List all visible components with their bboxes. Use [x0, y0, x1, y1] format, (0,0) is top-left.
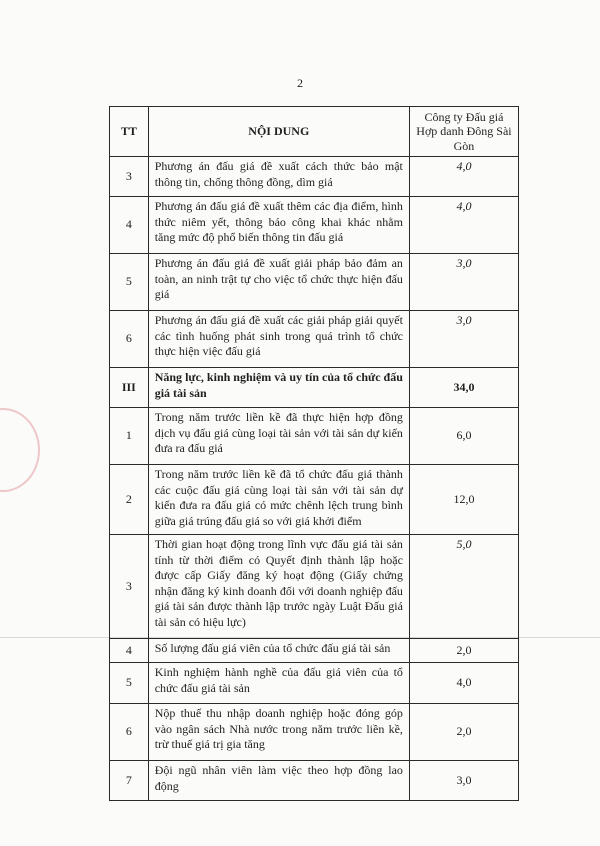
- row-score: 4,0: [409, 663, 518, 704]
- table-row: [110, 311, 519, 368]
- row-score: 12,0: [409, 465, 518, 535]
- row-score: 3,0: [409, 254, 518, 311]
- row-tt: 3: [110, 157, 149, 197]
- row-score: 3,0: [409, 761, 518, 801]
- table-header-row: [110, 107, 519, 157]
- row-content: Đội ngũ nhân viên làm việc theo hợp đồng lao động: [148, 761, 409, 801]
- row-content: Phương án đấu giá đề xuất thêm các địa điểm, hình thức niêm yết, thông báo công khai khác nhằm tăng mức độ phổ biến thông tin đấu giá: [148, 197, 409, 254]
- row-content: Nộp thuế thu nhập doanh nghiệp hoặc đóng góp vào ngân sách Nhà nước trong năm trước liền kề, trừ thuế giá trị gia tăng: [148, 704, 409, 761]
- scoring-table: [109, 106, 519, 801]
- table-row: [110, 197, 519, 254]
- row-tt: 4: [110, 197, 149, 254]
- row-content: Năng lực, kinh nghiệm và uy tín của tổ chức đấu giá tài sản: [148, 368, 409, 408]
- page-number: 2: [297, 76, 303, 90]
- row-score: 4,0: [409, 197, 518, 254]
- row-tt: 6: [110, 311, 149, 368]
- row-content: Phương án đấu giá đề xuất các giải pháp giải quyết các tình huống phát sinh trong quá trình tổ chức thực hiện việc đấu giá: [148, 311, 409, 368]
- row-tt: 4: [110, 639, 149, 663]
- row-tt: 1: [110, 408, 149, 465]
- row-content: Số lượng đấu giá viên của tổ chức đấu giá tài sản: [148, 639, 409, 663]
- row-score: 5,0: [409, 535, 518, 639]
- row-tt: 5: [110, 663, 149, 704]
- table-row: [110, 408, 519, 465]
- row-tt: III: [110, 368, 149, 408]
- table-row: [110, 465, 519, 535]
- red-stamp-seal: [0, 408, 40, 492]
- row-score: 2,0: [409, 704, 518, 761]
- row-content: Thời gian hoạt động trong lĩnh vực đấu giá tài sản tính từ thời điểm có Quyết định thành lập hoặc được cấp Giấy đăng ký hoạt động (Giấy chứng nhận đăng ký kinh doanh đối với doanh nghiệp đấu giá tài sản được thành lập trước ngày Luật Đấu giá tài sản có hiệu lực): [148, 535, 409, 639]
- row-tt: 6: [110, 704, 149, 761]
- row-tt: 2: [110, 465, 149, 535]
- table-row: [110, 704, 519, 761]
- row-tt: 5: [110, 254, 149, 311]
- row-content: Trong năm trước liền kề đã thực hiện hợp đồng dịch vụ đấu giá cùng loại tài sản với tài sản dự kiến đưa ra đấu giá: [148, 408, 409, 465]
- row-tt: 3: [110, 535, 149, 639]
- header-tt: TT: [110, 107, 149, 157]
- section-row-iii: [110, 368, 519, 408]
- row-score: 2,0: [409, 639, 518, 663]
- table-row: [110, 254, 519, 311]
- table-row: [110, 639, 519, 663]
- row-content: Phương án đấu giá đề xuất cách thức bảo mật thông tin, chống thông đồng, dìm giá: [148, 157, 409, 197]
- table-row: [110, 663, 519, 704]
- row-score: 3,0: [409, 311, 518, 368]
- table-row: [110, 761, 519, 801]
- header-score-column: Công ty Đấu giá Hợp danh Đông Sài Gòn: [409, 107, 518, 157]
- table-row: [110, 535, 519, 639]
- row-score: 6,0: [409, 408, 518, 465]
- row-tt: 7: [110, 761, 149, 801]
- table-row: [110, 157, 519, 197]
- row-content: Phương án đấu giá đề xuất giải pháp bảo đảm an toàn, an ninh trật tự cho việc tổ chức thực hiện đấu giá: [148, 254, 409, 311]
- header-content: NỘI DUNG: [148, 107, 409, 157]
- row-score: 4,0: [409, 157, 518, 197]
- row-score: 34,0: [409, 368, 518, 408]
- row-content: Kinh nghiệm hành nghề của đấu giá viên của tổ chức đấu giá tài sản: [148, 663, 409, 704]
- row-content: Trong năm trước liền kề đã tổ chức đấu giá thành các cuộc đấu giá cùng loại tài sản với tài sản dự kiến đưa ra đấu giá có mức chênh lệch trung bình giữa giá trúng đấu giá so với giá khởi điểm: [148, 465, 409, 535]
